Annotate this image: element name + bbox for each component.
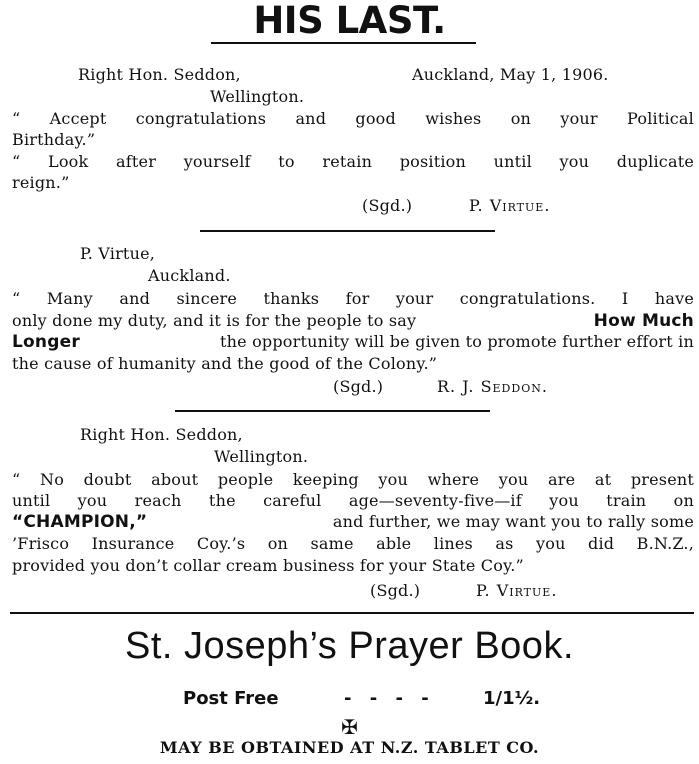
advert-divider [10,612,694,614]
prayer-book-heading-text: St. Joseph’s Prayer Book. [124,625,575,667]
obtain-notice: MAY BE OBTAINED AT N.Z. TABLET CO. [159,738,540,757]
letter2-emphasis: How Much [593,311,694,331]
letter2-line-text: only done my duty, and it is for the people to say [12,311,417,330]
letter3-line: provided you don’t collar cream business for your State Coy.” [12,556,524,575]
advert-title: HIS LAST. [253,0,446,42]
letter1-recipient: Right Hon. Seddon, [78,65,241,84]
letter1-line: Birthday.” [12,130,96,149]
letter2-line [12,332,694,352]
letter3-line [12,512,694,532]
letter1-recipient-place: Wellington. [210,87,305,106]
letter1-dateline: Auckland, May 1, 1906. [412,65,609,84]
letter3-line: ’Frisco Insurance Coy.’s on same able lines as you did B.N.Z., [12,534,694,553]
letter3-sgd: (Sgd.) [370,581,421,600]
letter2-sgd: (Sgd.) [333,377,384,396]
letter2-line: the cause of humanity and the good of the Colony.” [12,354,438,373]
section-divider [200,230,495,232]
cross-icon: ✠ [341,715,358,739]
letter2-line-text: the opportunity will be given to promote further effort in [220,332,694,351]
letter3-line-text: and further, we may want you to rally some [332,512,694,531]
letter3-signer: P. Virtue. [476,581,558,600]
letter1-sgd: (Sgd.) [362,196,413,215]
letter2-signer: R. J. Seddon. [437,377,548,396]
letter2-line [12,311,694,331]
letter2-line: “ Many and sincere thanks for your congratulations. I have [12,289,694,308]
letter3-recipient: Right Hon. Seddon, [80,425,243,444]
post-free-label: Post Free [183,688,279,709]
price-value: 1/1½. [483,688,541,709]
letter1-signer: P. Virtue. [469,196,551,215]
letter3-line: “ No doubt about people keeping you where you are at present [12,470,694,489]
letter2-emphasis: Longer [12,332,80,352]
letter3-line: until you reach the careful age—seventy-five—if you train on [12,491,694,510]
letter1-line: reign.” [12,173,70,192]
letter3-recipient-place: Wellington. [214,447,309,466]
title-underline [211,42,476,44]
section-divider [175,410,490,412]
letter2-recipient-place: Auckland. [148,266,231,285]
letter3-emphasis: “CHAMPION,” [12,512,148,532]
letter1-line: “ Accept congratulations and good wishes on your Political [12,109,694,128]
letter2-recipient: P. Virtue, [80,244,156,263]
price-leader-dashes: - - - - [344,688,435,709]
letter1-line: “ Look after yourself to retain position until you duplicate [12,152,694,171]
prayer-book-heading [0,624,699,668]
